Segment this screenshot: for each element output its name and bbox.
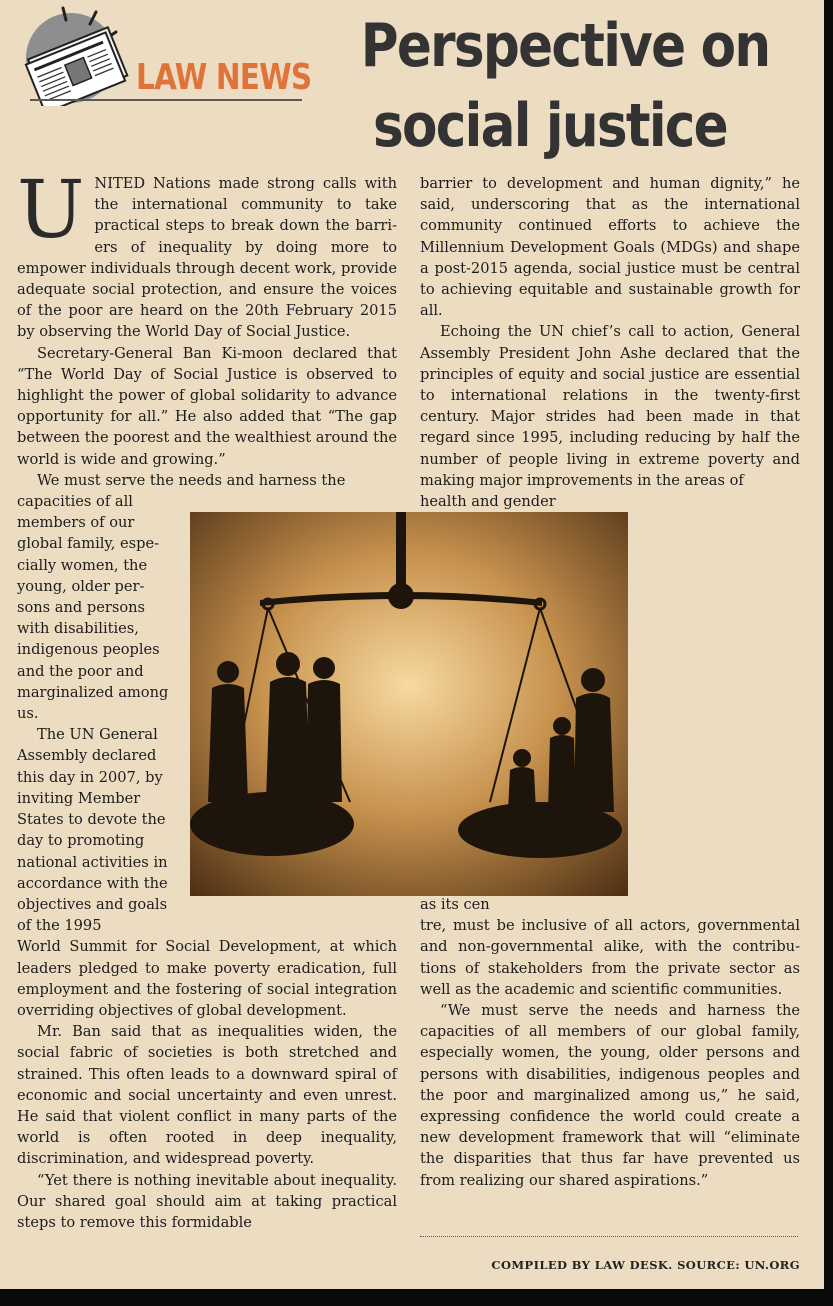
paragraph: barrier to development and human dignity,” he said, underscoring that as the international community continued efforts to achieve the Millennium Development Goals (MDGs) and shape a post-2015 agenda, social justice must be central to achieving equitable and sustainable growth for all.: [420, 175, 800, 320]
headline-line-1: Perspective on: [360, 11, 770, 81]
paragraph: “Yet there is nothing inevitable about inequality. Our shared goal should aim at taking practical steps to remove this formidable: [17, 1171, 397, 1231]
paragraph: as its cen: [420, 895, 490, 913]
paragraph: The UN General Assembly declared this day in 2007, by inviting Member States to devote the day to promoting national activities in accordance with the objectives and goals of the 1995: [17, 726, 168, 935]
paragraph: “We must serve the needs and harness the capacities of all members of our global family, especially women, the young, older persons and persons with disabilities, indigenous peoples and the poor and marginalized among us,” he said, expressing confidence the world could create a new development framework that will “eliminate the disparities that thus far have prevented us from realizing our shared aspirations.”: [420, 1001, 800, 1189]
dotted-divider: [420, 1236, 798, 1237]
section-label: LAW NEWS: [136, 57, 312, 98]
paragraph: health and gender: [420, 493, 556, 511]
paragraph: Echoing the UN chief’s call to action, General Assembly President John Ashe declared that the principles of equity and social justice are essential to international relations in the twenty-first century. Major strides had been made in that regard since 1995, including reducing by half the number of people living in extreme poverty and making major improvements in the areas of: [420, 323, 800, 489]
source-credit: COMPILED BY LAW DESK. SOURCE: UN.ORG: [491, 1258, 800, 1272]
section-divider: [30, 99, 302, 101]
newspaper-icon: [16, 6, 136, 106]
justice-scale-photo: [190, 512, 628, 896]
page-title: [330, 6, 770, 166]
paragraph: UNITED Nations made strong calls with the international community to take practical steps to break down the barriers of inequality by doing more to empower individuals through decent work, provide adequate social protection, and ensure the voices of the poor are heard on the 20th February 2015 by observing the World Day of Social Justice.: [17, 163, 397, 341]
paragraph: We must serve the needs and harness the: [37, 471, 346, 489]
drop-cap: U: [17, 163, 85, 256]
headline-line-2: social justice: [373, 91, 727, 161]
paragraph: Secretary-General Ban Ki-moon declared that “The World Day of Social Justice is observed to highlight the power of global solidarity to advance opportunity for all.” He also added that “The gap between the poorest and the wealthiest around the world is wide and growing.”: [17, 344, 397, 468]
paragraph: capacities of all members of our global family, especially women, the young, older persons and persons with disabilities, indigenous peoples and the poor and marginalized among us.: [17, 493, 169, 723]
paragraph: World Summit for Social Development, at which leaders pledged to make poverty eradication, full employment and the fostering of social integration overriding objectives of global development.: [17, 938, 397, 1019]
paragraph: tre, must be inclusive of all actors, governmental and non-governmental alike, with the contributions of stakeholders from the private sector as well as the academic and scientific communities.: [420, 917, 800, 998]
paragraph: Mr. Ban said that as inequalities widen, the social fabric of societies is both stretched and strained. This often leads to a downward spiral of economic and social uncertainty and even unrest. He said that violent conflict in many parts of the world is often rooted in deep inequality, discrimination, and widespread poverty.: [17, 1023, 397, 1168]
